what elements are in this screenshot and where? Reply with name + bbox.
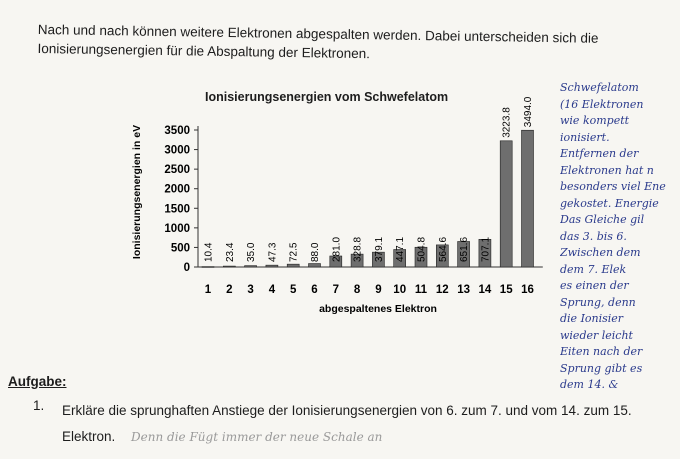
bar	[223, 266, 235, 267]
bar	[287, 264, 299, 267]
handwritten-note-line: ionisiert.	[560, 130, 610, 144]
data-label: 504.8	[416, 236, 428, 262]
task-question: Erkläre die sprunghaften Anstiege der Ionisierungsenergien von 6. zum 7. und vom 14. zum 15. Elektron.	[62, 403, 632, 444]
x-axis-title: abgespaltenes Elektron	[319, 303, 437, 315]
y-tick-label: 3000	[164, 144, 190, 157]
bar	[309, 264, 321, 267]
x-tick-label: 14	[478, 284, 492, 296]
handwritten-note-line: Entfernen der	[560, 147, 639, 160]
x-tick-label: 3	[247, 284, 254, 296]
handwritten-note-line: es einen der	[560, 279, 629, 292]
x-tick-label: 7	[332, 284, 340, 296]
data-label: 35.0	[246, 242, 258, 262]
y-tick-label: 2000	[164, 183, 190, 196]
chart-title: Ionisierungsenergien vom Schwefelatom	[205, 90, 449, 104]
data-label: 10.4	[203, 242, 215, 262]
handwritten-note-line: Schwefelatom	[560, 81, 639, 94]
handwritten-note-line: wieder leicht	[560, 328, 633, 342]
y-tick-label: 500	[170, 242, 190, 255]
bar	[245, 266, 257, 267]
x-tick-label: 6	[311, 284, 318, 296]
data-label: 564.6	[437, 236, 449, 262]
y-tick-label: 3500	[164, 125, 190, 137]
x-tick-label: 15	[499, 284, 513, 296]
handwritten-note-line: das 3. bis 6.	[560, 229, 627, 243]
data-label: 379.1	[373, 236, 385, 262]
data-label: 72.5	[288, 242, 300, 262]
y-tick-label: 0	[183, 262, 190, 274]
data-label: 281.0	[331, 236, 343, 262]
x-tick-label: 12	[435, 284, 449, 296]
x-tick-label: 2	[226, 284, 233, 296]
handwritten-note-line: besonders viel Ene	[560, 180, 666, 193]
x-tick-label: 5	[289, 284, 297, 296]
y-tick-label: 1500	[164, 203, 190, 216]
task-number: 1.	[33, 398, 45, 413]
data-label: 328.8	[352, 236, 364, 262]
x-tick-label: 10	[393, 284, 407, 296]
data-label: 3494.0	[523, 96, 534, 128]
y-tick-label: 2500	[164, 164, 190, 177]
data-label: 447.1	[395, 236, 407, 262]
x-tick-label: 8	[353, 284, 361, 296]
handwritten-note-line: Zwischen dem	[560, 246, 641, 259]
bar	[266, 265, 278, 267]
handwritten-notes	[560, 80, 680, 394]
handwritten-note-line: wie kompett	[560, 114, 630, 127]
handwritten-note-line: gekostet. Energie	[560, 196, 659, 210]
task-heading: Aufgabe:	[8, 374, 67, 389]
handwritten-note-line: Sprung, denn	[560, 295, 636, 309]
data-label: 47.3	[267, 242, 279, 262]
handwritten-note-line: Eiten nach der	[560, 345, 643, 358]
handwritten-answer: Denn die Fügt immer der neue Schale an	[131, 430, 383, 444]
handwritten-note-line: (16 Elektronen	[560, 97, 644, 111]
handwritten-note-line: dem 14. &	[560, 378, 619, 391]
y-axis-title: Ionisierungsenergien in eV	[131, 124, 143, 260]
y-tick-label: 1000	[164, 222, 190, 235]
data-label: 651.6	[459, 236, 471, 262]
handwritten-note-line: dem 7. Elek	[560, 262, 627, 276]
intro-paragraph: Nach und nach können weitere Elektronen abgespalten werden. Dabei unterscheiden sich die Ionisierungsenergien für die Abspaltung der Elektronen.	[37, 21, 599, 62]
x-tick-label: 4	[268, 284, 276, 296]
handwritten-note-line: Das Gleiche gil	[560, 213, 645, 226]
x-tick-label: 16	[521, 284, 534, 296]
handwritten-note-line: Sprung gibt es	[560, 361, 643, 375]
task-text-block	[62, 398, 667, 450]
bar	[522, 130, 534, 267]
x-tick-label: 11	[414, 284, 428, 296]
handwritten-note-line: Elektronen hat n	[560, 163, 654, 177]
x-tick-label: 1	[204, 284, 212, 296]
x-tick-label: 9	[375, 284, 382, 296]
bar	[500, 141, 512, 267]
data-label: 3223.8	[501, 107, 513, 138]
data-label: 88.0	[310, 242, 321, 262]
data-label: 23.4	[224, 242, 236, 262]
handwritten-note-line: die Ionisier	[560, 312, 624, 325]
x-tick-label: 13	[457, 284, 470, 296]
data-label: 707.1	[480, 236, 492, 262]
bar	[202, 267, 214, 268]
